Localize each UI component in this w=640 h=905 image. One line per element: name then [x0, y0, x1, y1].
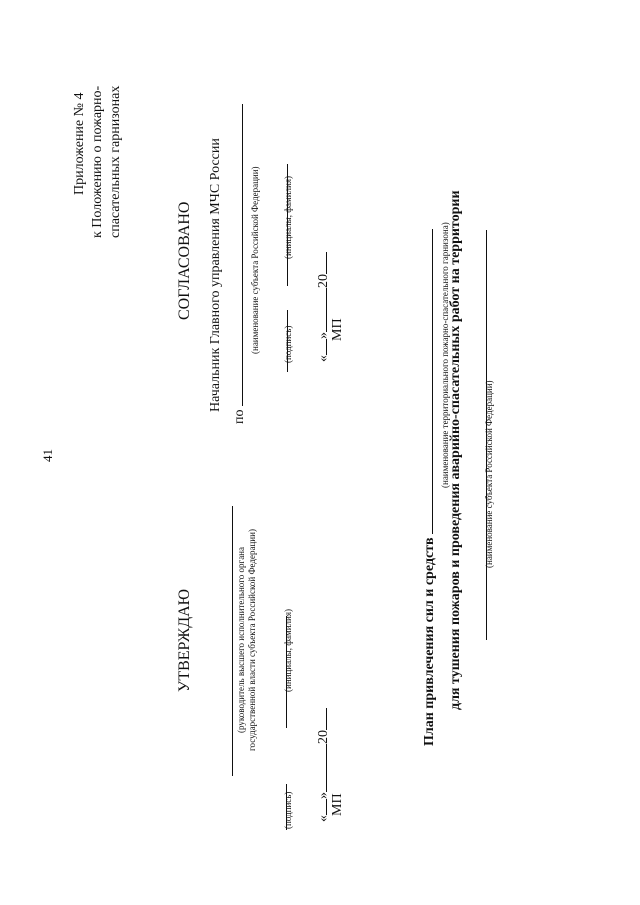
plan-garrison-caption: (наименование территориального пожарно-спасательного гарнизона) [440, 222, 450, 488]
appendix-line-1: Приложение № 4 [72, 92, 87, 195]
approved-heading: УТВЕРЖДАЮ [176, 588, 193, 692]
approved-official-caption [236, 510, 259, 770]
approved-signature-caption: (подпись) [283, 791, 293, 829]
agreed-subject-caption: (наименование субъекта Российской Федерации) [250, 166, 260, 354]
approved-date-line: «»20 [312, 708, 332, 822]
plan-title-text-1: План привлечения сил и средств [422, 537, 437, 746]
agreed-po-prefix: по [232, 409, 247, 424]
approved-official-caption-line-2: государственной власти субъекта Российской Федерации) [247, 529, 258, 751]
approved-stamp: МП [330, 793, 345, 816]
agreed-date-line: «»20 [312, 252, 332, 362]
plan-subject-caption: (наименование субъекта Российской Федерации) [484, 380, 494, 568]
agreed-po-line [228, 104, 248, 424]
agreed-position: Начальник Главного управления МЧС России [208, 138, 223, 412]
agreed-stamp: МП [330, 318, 345, 341]
agreed-initials-caption: (инициалы, фамилия) [283, 176, 293, 259]
approved-official-caption-line-1: (руководитель высшего исполнительного органа [236, 547, 246, 734]
page-number: 41 [40, 449, 55, 462]
agreed-subject-blank [228, 104, 243, 406]
appendix-line-3: спасательных гарнизонах [108, 85, 123, 238]
agreed-signature-caption: (подпись) [283, 325, 293, 363]
appendix-line-2: к Положению о пожарно- [90, 85, 105, 238]
approved-initials-caption: (инициалы, фамилия) [283, 609, 293, 692]
agreed-heading: СОГЛАСОВАНО [176, 201, 193, 320]
plan-title-line-1 [418, 229, 438, 746]
approved-official-line [216, 506, 238, 776]
plan-title-line-2: для тушения пожаров и проведения аварийно-спасательных работ на территории [448, 190, 463, 710]
plan-garrison-blank [418, 229, 433, 534]
